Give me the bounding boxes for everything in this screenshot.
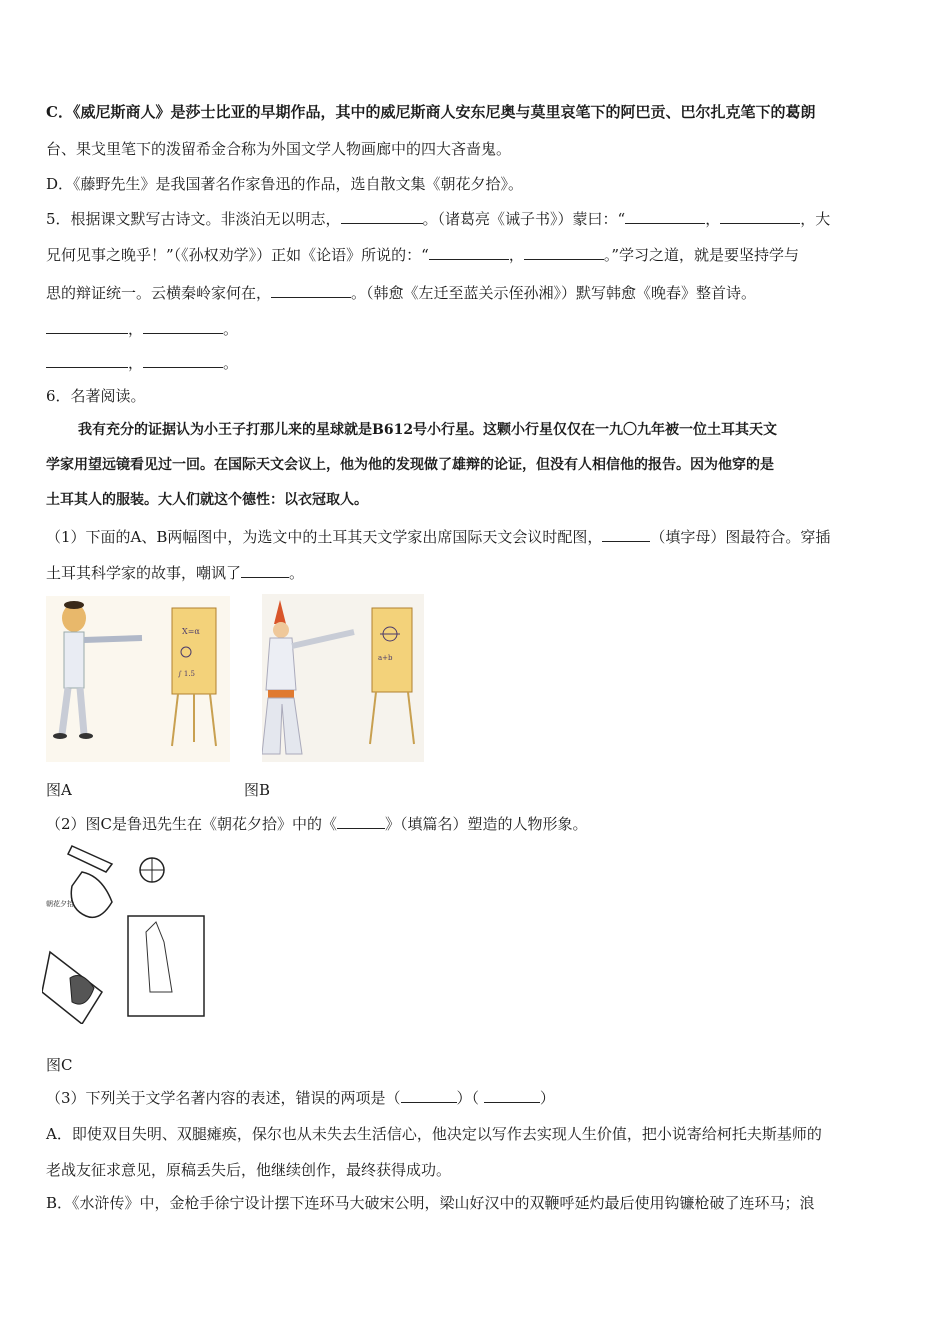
option-c-line1: C．《威尼斯商人》是莎士比亚的早期作品，其中的威尼斯商人安东尼奥与莫里哀笔下的阿巴贡、巴尔扎克笔下的葛朗	[46, 103, 816, 121]
q5-line1: 5．根据课文默写古诗文。非淡泊无以明志， 。（诸葛亮《诫子书》）蒙曰：“ ， ，大	[46, 210, 831, 228]
answer-blank[interactable]	[143, 353, 223, 368]
svg-text:∫ 1.5: ∫ 1.5	[178, 670, 196, 678]
answer-blank[interactable]	[143, 319, 223, 334]
q5-line4: ， 。	[46, 319, 238, 339]
answer-blank[interactable]	[46, 353, 128, 368]
q6-sub1-line2: 土耳其科学家的故事，嘲讽了 。	[46, 564, 305, 582]
answer-blank[interactable]	[341, 209, 423, 224]
answer-blank[interactable]	[625, 209, 705, 224]
answer-blank[interactable]	[429, 245, 509, 260]
q6-passage-line1: 我有充分的证据认为小王子打那儿来的星球就是B612号小行星。这颗小行星仅仅在一九〇九年被一位土耳其天文	[78, 422, 778, 438]
svg-text:X=α: X=α	[182, 627, 200, 636]
svg-text:a+b: a+b	[378, 654, 393, 662]
figure-c-caption: 图C	[46, 1056, 73, 1074]
figure-b-image	[262, 594, 424, 762]
figure-a-caption: 图A	[46, 781, 72, 799]
q6-sub3-line: （3）下列关于文学名著内容的表述，错误的两项是（ ）（ ）	[46, 1089, 555, 1107]
q6-option-b-line1: B．《水浒传》中，金枪手徐宁设计摆下连环马大破宋公明，梁山好汉中的双鞭呼延灼最后使用钩镰枪破了连环马；浪	[46, 1194, 815, 1212]
q6-sub2-line: （2）图C是鲁迅先生在《朝花夕拾》中的《 》（填篇名）塑造的人物形象。	[46, 815, 588, 833]
option-c-line2: 台、果戈里笔下的泼留希金合称为外国文学人物画廊中的四大吝啬鬼。	[46, 140, 512, 158]
figure-c-label: 朝花夕拾	[46, 900, 74, 908]
answer-blank[interactable]	[401, 1088, 457, 1103]
figure-a-image	[46, 596, 230, 762]
q6-sub1-line1: （1）下面的A、B两幅图中，为选文中的土耳其天文学家出席国际天文会议时配图， （填字母）图最符合。穿插	[46, 528, 831, 546]
answer-blank[interactable]	[241, 563, 289, 578]
answer-blank[interactable]	[524, 245, 604, 260]
option-d-line: D．《藤野先生》是我国著名作家鲁迅的作品，选自散文集《朝花夕拾》。	[46, 175, 524, 193]
q6-title: 6．名著阅读。	[46, 387, 146, 405]
answer-blank[interactable]	[484, 1088, 540, 1103]
answer-blank[interactable]	[46, 319, 128, 334]
answer-blank[interactable]	[271, 283, 351, 298]
q6-option-a-line1: A．即使双目失明、双腿瘫痪，保尔也从未失去生活信心，他决定以写作去实现人生价值，把小说寄给柯托夫斯基师的	[46, 1125, 822, 1143]
q5-line3: 思的辩证统一。云横秦岭家何在， 。（韩愈《左迁至蓝关示侄孙湘》）默写韩愈《晚春》整首诗。	[46, 284, 757, 302]
q5-line5: ， 。	[46, 353, 238, 373]
answer-blank[interactable]	[337, 814, 385, 829]
q6-passage-line3: 土耳其人的服装。大人们就这个德性：以衣冠取人。	[46, 492, 368, 508]
figure-c-image	[42, 842, 208, 1024]
q5-line2: 兄何见事之晚乎！”（《孙权劝学》）正如《论语》所说的：“ ， 。”学习之道，就是要坚持学与	[46, 246, 800, 264]
q6-passage-line2: 学家用望远镜看见过一回。在国际天文会议上，他为他的发现做了雄辩的论证，但没有人相信他的报告。因为他穿的是	[46, 457, 774, 473]
q6-option-a-line2: 老战友征求意见，原稿丢失后，他继续创作，最终获得成功。	[46, 1161, 452, 1179]
answer-blank[interactable]	[720, 209, 800, 224]
figure-b-caption: 图B	[244, 781, 271, 799]
answer-blank[interactable]	[602, 527, 650, 542]
